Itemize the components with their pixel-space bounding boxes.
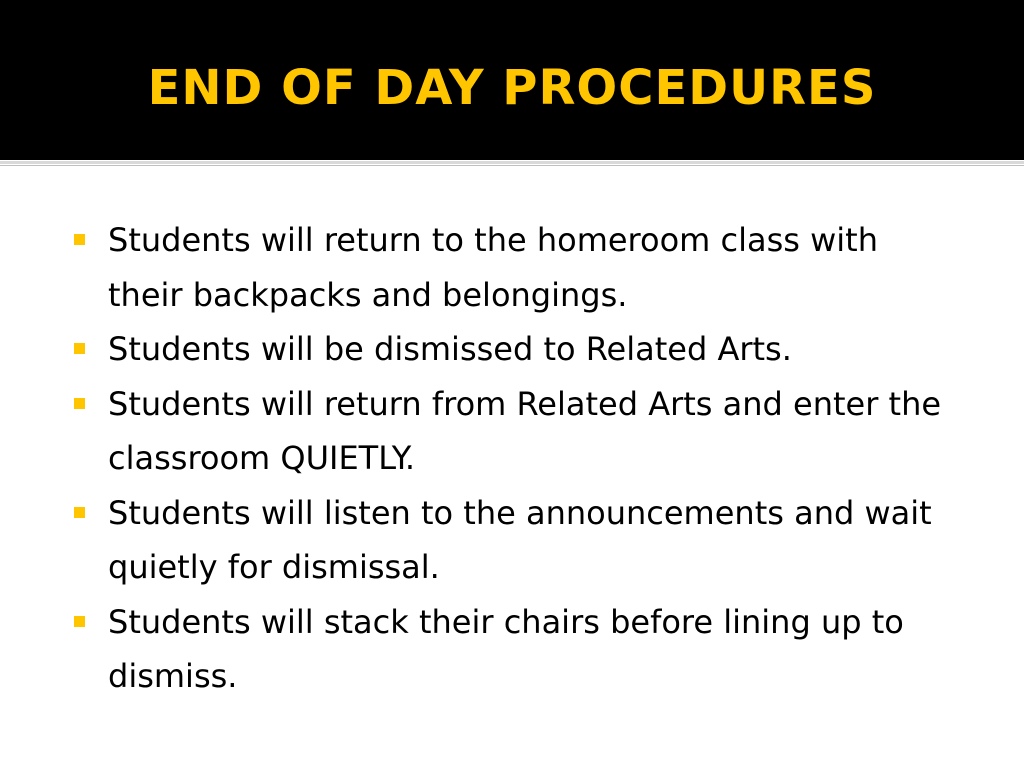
bullet-list (72, 213, 952, 704)
bullet-text: Students will return to the homeroom class with their backpacks and belongings. (108, 221, 878, 314)
square-bullet-icon (74, 507, 85, 518)
bullet-text: Students will return from Related Arts and enter the classroom QUIETLY. (108, 384, 942, 477)
title-divider-shadow (0, 165, 1024, 166)
bullet-item (72, 595, 952, 704)
slide-title: END OF DAY PROCEDURES (147, 60, 877, 116)
bullet-item (72, 213, 952, 322)
bullet-text: Students will stack their chairs before lining up to dismiss. (108, 602, 904, 695)
square-bullet-icon (74, 343, 85, 354)
bullet-item (72, 322, 952, 377)
title-divider (0, 161, 1024, 164)
bullet-text: Students will be dismissed to Related Arts. (108, 330, 792, 368)
bullet-item (72, 377, 952, 486)
bullet-text: Students will listen to the announcements and wait quietly for dismissal. (108, 493, 932, 586)
square-bullet-icon (74, 616, 85, 627)
square-bullet-icon (74, 234, 85, 245)
title-band (0, 0, 1024, 160)
square-bullet-icon (74, 398, 85, 409)
bullet-item (72, 486, 952, 595)
